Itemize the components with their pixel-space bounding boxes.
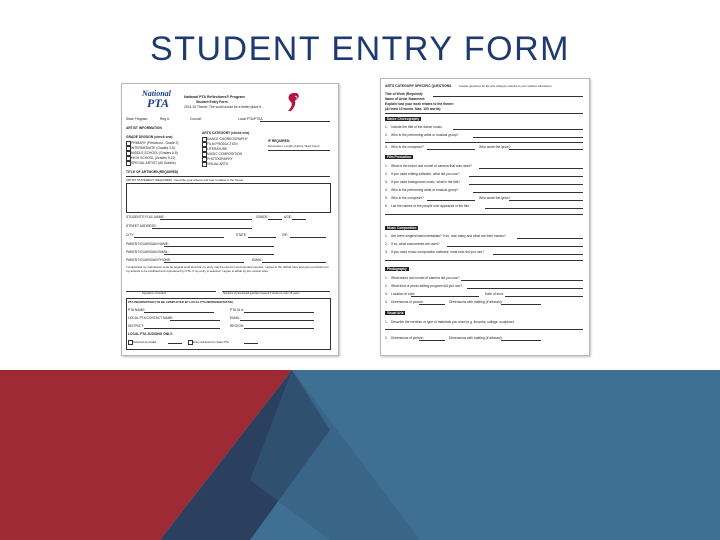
- student-signature-label: Signature of student: [142, 292, 167, 295]
- question-text: Include the title of the dance music.: [391, 125, 443, 129]
- pta-contact-line[interactable]: [170, 320, 220, 321]
- address-label: STREET ADDRESS:: [126, 224, 157, 228]
- email-line[interactable]: [262, 262, 326, 263]
- answer-line[interactable]: [473, 192, 583, 193]
- reflections-ribbon-icon: [285, 92, 303, 112]
- grade-label: GRADE:: [256, 215, 269, 219]
- judging-checkbox[interactable]: [188, 340, 193, 345]
- pta-email-label: EMAIL:: [230, 316, 241, 320]
- grade-checkbox[interactable]: [126, 156, 131, 161]
- aside-label: Date of shot:: [485, 292, 504, 296]
- question-text: If you used music composition software, what kind did you use?: [391, 250, 484, 254]
- section-header-music: Music Composition: [387, 226, 417, 230]
- question-text: Location of shot:: [391, 292, 416, 296]
- answer-line[interactable]: [469, 184, 583, 185]
- answer-line[interactable]: [505, 296, 583, 297]
- parent-phone-line[interactable]: [164, 262, 244, 263]
- answer-line[interactable]: [485, 208, 583, 209]
- answer-line[interactable]: [469, 176, 583, 177]
- question-text: List the names of the people who appeared in the film.: [391, 204, 471, 208]
- question-text: What kind of photo-editing program did you use?: [391, 284, 463, 288]
- district-label: DISTRICT:: [128, 324, 144, 328]
- decorative-bottom-band: [0, 370, 720, 540]
- section-header-visual-arts: Visual Arts: [387, 311, 404, 315]
- category-option: DANCE CHOREOGRAPHY: [207, 136, 248, 141]
- questions-heading-note: Answer questions for the arts category relevant to your student submission.: [459, 84, 553, 89]
- grade-division-heading: GRADE DIVISION (check one): [126, 135, 173, 139]
- category-option: VISUAL ARTS: [207, 161, 229, 166]
- section-header-dance: Dance Choreography: [387, 117, 420, 121]
- judging-option: Entry advanced to State PTA: [193, 339, 229, 344]
- district-line[interactable]: [144, 328, 220, 329]
- parent-phone-label: PARENT/GUARDIAN PHONE:: [126, 258, 172, 262]
- statement-label: ARTIST STATEMENT (REQUIRED) - Describe your artwork and how it relates to the theme: [126, 178, 243, 182]
- question-text: If you used editing software, what did you use?: [391, 172, 460, 176]
- category-option: FILM PRODUCTION: [207, 141, 238, 146]
- aside-label: Who wrote the lyrics?: [479, 196, 511, 200]
- student-name-label: STUDENT'S FULL NAME:: [126, 215, 165, 219]
- pta-name-line[interactable]: [144, 312, 214, 313]
- category-option: PHOTOGRAPHY: [207, 156, 233, 161]
- slide-title: STUDENT ENTRY FORM: [150, 30, 570, 68]
- aside-label: Dimensions with matting (if allowed):: [449, 336, 503, 340]
- category-option: LITERATURE: [207, 146, 228, 151]
- section-header-photography: Photography: [387, 267, 407, 271]
- answer-line[interactable]: [419, 304, 445, 305]
- pta-id-line[interactable]: [244, 312, 314, 313]
- answer-line[interactable]: [447, 246, 583, 247]
- grade-option: MIDDLE SCHOOL (Grades 6-8): [131, 150, 178, 155]
- answer-line[interactable]: [509, 149, 583, 150]
- answer-line[interactable]: [385, 214, 583, 215]
- region-label: Reg #:: [160, 117, 170, 121]
- answer-line[interactable]: [419, 340, 445, 341]
- judging-checkbox[interactable]: [128, 340, 133, 345]
- section-header-film: Film Production: [387, 155, 412, 159]
- question-text: Who is the performing artist or musical group?: [391, 133, 459, 137]
- judging-date-line[interactable]: [244, 343, 258, 344]
- top-field-line[interactable]: [433, 96, 583, 97]
- category-checkbox[interactable]: [202, 152, 207, 157]
- grade-checkbox[interactable]: [126, 161, 131, 166]
- parent-email-line[interactable]: [164, 254, 274, 255]
- address-line[interactable]: [152, 228, 252, 229]
- question-text: What brand and model of camera did you use?: [391, 276, 460, 280]
- arts-category-heading: ARTS CATEGORY (check one): [202, 131, 250, 135]
- grade-option: SPECIAL ARTIST (All Grades): [131, 160, 176, 165]
- agreement-text: I understand my submission must be original work and that my entry may be used for promotional purposes. I agree to the official rules and give permission for my artwork to be exhibited and reproduced by PTA. If my entry is selected, I agree to abide by the contest rules.: [126, 265, 329, 273]
- category-checkbox[interactable]: [202, 137, 207, 142]
- answer-line[interactable]: [385, 329, 583, 330]
- if-required-text: Dimensions, Length of Entry, Word Count: [268, 144, 320, 148]
- pta-contact-label: LOCAL PTA CONTACT NAME:: [128, 316, 174, 320]
- answer-line[interactable]: [509, 200, 583, 201]
- local-pta-label: Local PTA/PTSA:: [238, 117, 264, 121]
- zip-line[interactable]: [290, 237, 326, 238]
- grade-checkbox[interactable]: [126, 141, 131, 146]
- answer-line[interactable]: [493, 254, 583, 255]
- local-pta-line[interactable]: [260, 121, 330, 122]
- answer-line[interactable]: [501, 304, 541, 305]
- question-text: Who is the performing artist or musical group?: [391, 188, 459, 192]
- question-text: Who is the composer?: [391, 145, 424, 149]
- category-checkbox[interactable]: [202, 142, 207, 147]
- question-text: Are there singers/instrumentalists? If so, how many and what are their names?: [391, 234, 506, 238]
- grade-option: PRIMARY (Preschool - Grade 2): [131, 140, 179, 145]
- theme-line: 2014-15 Theme: The world would be a better place if...: [184, 105, 264, 109]
- pta-id-label: PTA ID #:: [230, 308, 244, 312]
- state-label: State Program:: [126, 117, 149, 121]
- category-option: MUSIC COMPOSITION: [207, 151, 242, 156]
- top-field-label: Name of Artist Statement:: [385, 97, 426, 101]
- council-label: Council:: [190, 117, 202, 121]
- program-title: National PTA Reflections® Program: [184, 95, 245, 99]
- top-field-line[interactable]: [385, 113, 583, 114]
- title-heading: TITLE OF ARTWORK(REQUIRED): [126, 170, 179, 174]
- category-checkbox[interactable]: [202, 162, 207, 167]
- grade-option: HIGH SCHOOL (Grades 9-12): [131, 155, 176, 160]
- city-label: CITY:: [126, 233, 135, 237]
- aside-label: Dimensions with matting (if allowed):: [449, 300, 503, 304]
- category-checkbox[interactable]: [202, 147, 207, 152]
- email-label: EMAIL:: [252, 258, 263, 262]
- region-field-line[interactable]: [244, 328, 314, 329]
- parent-name-label: PARENT/GUARDIAN NAME:: [126, 242, 169, 246]
- pta-email-line[interactable]: [240, 320, 314, 321]
- question-text: If you used background music, what is the title?: [391, 180, 461, 184]
- answer-line[interactable]: [385, 260, 583, 261]
- judging-option: Selected as finalist: [133, 339, 157, 344]
- pta-name-label: PTA NAME:: [128, 308, 146, 312]
- judging-heading: LOCAL PTA JUDGING ONLY:: [128, 332, 173, 336]
- top-field-label: Explain how your work relates to the theme:: [385, 102, 455, 106]
- parent-signature-label: Signature of parent/legal guardian (required if student is under 18 years): [223, 292, 300, 295]
- question-text: Describe the medium or type of materials you used (e.g. linoprint, collage, sculpture).: [391, 320, 515, 324]
- title-line[interactable]: [126, 176, 330, 177]
- question-text: If so, what instruments are used?: [391, 242, 440, 246]
- question-text: What is the brand and model of camera that was used?: [391, 164, 472, 168]
- answer-line[interactable]: [385, 142, 583, 143]
- parent-email-label: PARENT/GUARDIAN EMAIL:: [126, 250, 170, 254]
- grade-line[interactable]: [268, 219, 282, 220]
- top-field-label: Title of Work (Required):: [385, 92, 424, 96]
- grade-checkbox[interactable]: [126, 146, 131, 151]
- answer-line[interactable]: [517, 238, 583, 239]
- judging-date-line[interactable]: [168, 343, 182, 344]
- category-questions-page: ARTS CATEGORY SPECIFIC QUESTIONS Answer questions for the arts category relevant to your student submission. Title of Work (Required): Name of Artist Statement: Explain how your work relates to the theme: (At least 10 words. Max. 100 words) Dance Choreography 1. Include the title of the dance music. 2. Who is the performing artist or musical group? 3. Who is the composer? Who wrote the lyrics? Film Production 1. What is the brand and model of camera that was used? 2. If you used editing software, what did you use? 3. If you used background music, what is the title? 4. Who is the performing artist or musical group? 5. Who is the composer? Who wrote the lyrics? 6. List the names of the people who appeared in the film. Music Composition 1. Are there singers/instrumentalists? If so, how many and what are their names? 2. If so, what instruments are used? 3. If you used music composition software, what kind did you use? Photography 1. What brand and model of camera did you use? 2. What kind of photo-editing program did you use? 3. Location of shot: Date of shot: 4. Dimensions of picture: Dimensions with matting (if allowed): Visual Arts 1. Describe the medium or type of materials you used (e.g. linoprint, collage, sculpture). 2. Dimensions of picture: Dimensions with matting (if allowed):: [380, 78, 590, 356]
- questions-heading: ARTS CATEGORY SPECIFIC QUESTIONS: [385, 84, 452, 88]
- answer-line[interactable]: [461, 280, 583, 281]
- zip-label: ZIP:: [282, 233, 289, 237]
- top-field-label: (At least 10 words. Max. 100 words): [385, 107, 441, 111]
- answer-line[interactable]: [411, 296, 479, 297]
- aside-label: Who wrote the lyrics?: [479, 145, 511, 149]
- answer-line[interactable]: [427, 149, 475, 150]
- grade-option: INTERMEDIATE (Grades 3-5): [131, 145, 175, 150]
- student-name-line[interactable]: [160, 219, 252, 220]
- answer-line[interactable]: [473, 137, 583, 138]
- parent-name-line[interactable]: [164, 246, 274, 247]
- grade-checkbox[interactable]: [126, 151, 131, 156]
- logo-national-text: National: [142, 89, 171, 98]
- region-field-label: REGION:: [230, 324, 244, 328]
- if-required-line[interactable]: [268, 150, 330, 151]
- answer-line[interactable]: [501, 340, 541, 341]
- age-line[interactable]: [292, 219, 306, 220]
- state-field-label: STATE:: [236, 233, 248, 237]
- form-subtitle: Student Entry Form: [196, 100, 228, 104]
- answer-line[interactable]: [427, 200, 475, 201]
- question-text: Dimensions of picture:: [391, 300, 424, 304]
- answer-line[interactable]: [453, 129, 583, 130]
- logo-pta-text: PTA: [147, 96, 170, 110]
- question-text: Who is the composer?: [391, 196, 424, 200]
- student-signature-line[interactable]: [126, 291, 216, 292]
- if-required-label: IF REQUIRED:: [268, 139, 291, 143]
- category-checkbox[interactable]: [202, 157, 207, 162]
- age-label: AGE:: [284, 215, 292, 219]
- student-entry-form-page: [121, 83, 339, 356]
- artist-info-heading: ARTIST INFORMATION: [126, 126, 162, 130]
- artist-statement-box[interactable]: [126, 183, 331, 213]
- pta-info-heading: PTA INFORMATION (TO BE COMPLETED BY LOCAL PTA REPRESENTATIVE): [128, 300, 234, 304]
- answer-line[interactable]: [467, 288, 583, 289]
- state-field-line[interactable]: [248, 237, 276, 238]
- answer-line[interactable]: [479, 168, 583, 169]
- city-line[interactable]: [134, 237, 224, 238]
- question-text: Dimensions of picture:: [391, 336, 424, 340]
